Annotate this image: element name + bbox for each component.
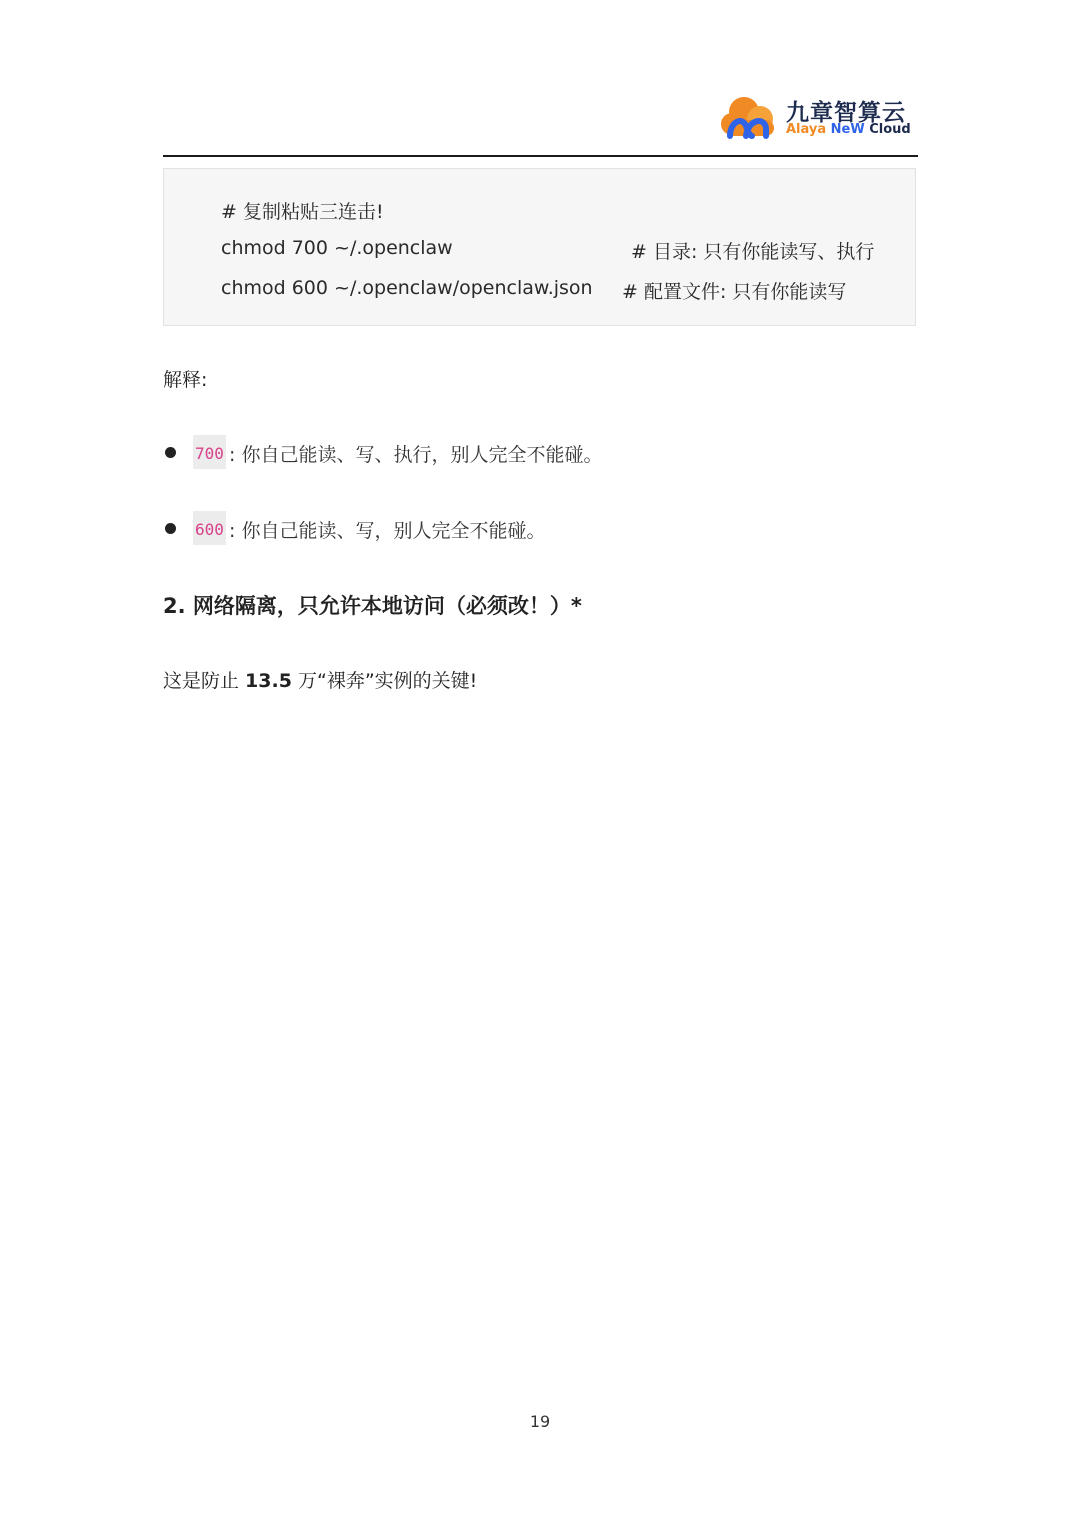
- brand-name-english: [786, 122, 911, 137]
- inline-code: 600: [193, 511, 226, 545]
- code-comment-config-file: # 配置文件: 只有你能读写: [622, 281, 847, 303]
- code-block: [163, 168, 916, 326]
- intro-text-before: 这是防止: [163, 670, 246, 692]
- intro-paragraph: [163, 666, 477, 693]
- code-command-chmod-600: chmod 600 ~/.openclaw/openclaw.json: [221, 277, 593, 299]
- brand-word-cloud: Cloud: [869, 122, 911, 137]
- brand-word-new: NeW: [830, 122, 865, 137]
- intro-text-bold: 13.5: [245, 670, 292, 692]
- brand-word-alaya: Alaya: [786, 122, 827, 137]
- bullet-dot-icon: [165, 447, 176, 458]
- section-heading: 2. 网络隔离，只允许本地访问（必须改！）*: [163, 594, 582, 618]
- code-comment-line: # 复制粘贴三连击!: [221, 201, 384, 223]
- cloud-logo-icon: [720, 92, 780, 142]
- page-number: 19: [529, 1412, 551, 1431]
- list-item-text: : 你自己能读、写，别人完全不能碰。: [229, 520, 546, 542]
- inline-code: 700: [193, 435, 226, 469]
- intro-text-after: 万“裸奔”实例的关键!: [291, 670, 478, 692]
- code-command-chmod-700: chmod 700 ~/.openclaw: [221, 237, 453, 259]
- bullet-dot-icon: [165, 523, 176, 534]
- page-header: [163, 80, 918, 157]
- code-comment-directory: # 目录: 只有你能读写、执行: [631, 241, 875, 263]
- brand-name-chinese: 九章智算云: [786, 100, 906, 126]
- brand-logo: [720, 92, 910, 142]
- list-item-text: : 你自己能读、写、执行，别人完全不能碰。: [229, 444, 603, 466]
- explain-label: 解释:: [163, 369, 208, 391]
